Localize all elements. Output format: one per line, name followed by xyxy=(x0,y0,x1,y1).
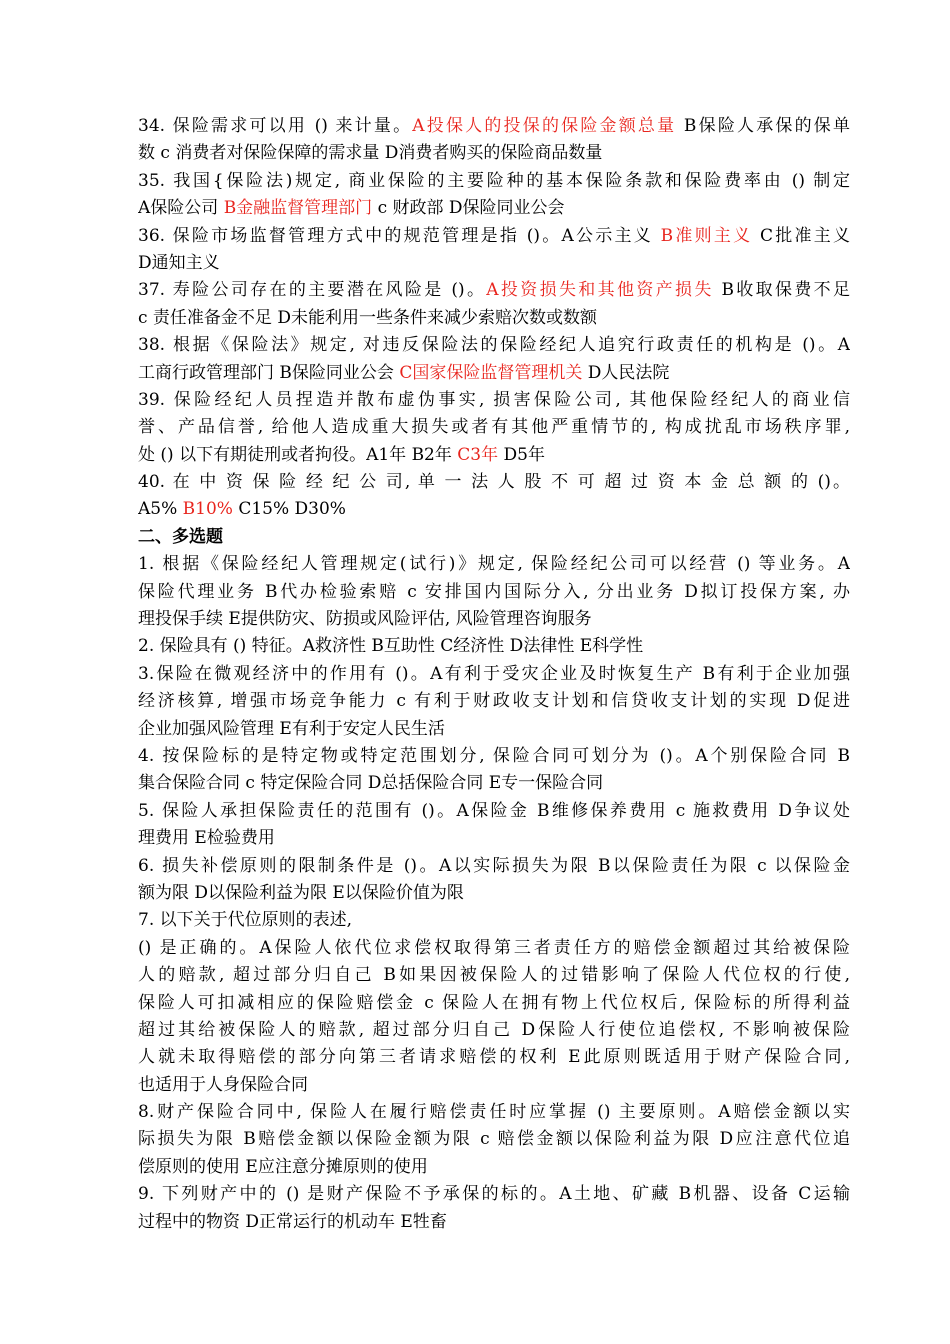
text-line xyxy=(138,880,850,907)
text-line xyxy=(138,1017,850,1044)
text-segment: 6. 损失补偿原则的限制条件是 ()。A以实际损失为限 B以保险责任为限 c 以保险金 xyxy=(138,855,850,876)
answer-highlight: A投资损失和其他资产损失 xyxy=(486,280,714,301)
text-line xyxy=(138,716,850,743)
text-line xyxy=(138,1099,850,1126)
text-segment: D5年 xyxy=(498,444,545,465)
text-line xyxy=(138,360,850,387)
text-segment: 保险代理业务 B代办检验索赔 c 安排国内国际分入, 分出业务 D拟订投保方案, 办 xyxy=(138,581,850,602)
text-segment: 39. 保险经纪人员捏造并散布虚伪事实, 损害保险公司, 其他保险经纪人的商业信 xyxy=(138,389,850,410)
text-segment: A保险公司 xyxy=(138,198,224,219)
text-line xyxy=(138,661,850,688)
answer-highlight: A投保人的投保的保险金额总量 xyxy=(412,116,677,136)
text-segment: 过程中的物资 D正常运行的机动车 E牲畜 xyxy=(138,1211,447,1232)
text-line xyxy=(138,195,850,222)
text-segment: 40. 在 中 资 保 险 经 纪 公 司, 单 一 法 人 股 不 可 超 过 资 本 金 总 额 的 ()。 xyxy=(138,472,850,493)
text-line xyxy=(138,414,850,441)
text-line xyxy=(138,551,850,578)
text-segment: C15% D30% xyxy=(232,499,346,520)
text-line xyxy=(138,1044,850,1071)
text-line xyxy=(138,606,850,633)
text-line xyxy=(138,168,850,195)
text-segment: 集合保险合同 c 特定保险合同 D总括保险合同 E专一保险合同 xyxy=(138,773,604,794)
text-segment: 企业加强风险管理 E有利于安定人民生活 xyxy=(138,718,445,739)
text-segment: 7. 以下关于代位原则的表述, xyxy=(138,910,353,931)
text-segment: 38. 根据《保险法》规定, 对违反保险法的保险经纪人追究行政责任的机构是 ()。A xyxy=(138,335,850,356)
text-line xyxy=(138,442,850,469)
text-line xyxy=(138,770,850,797)
text-segment: 超过其给被保险人的赔款, 超过部分归自己 D保险人行使位追偿权, 不影响被保险 xyxy=(138,1019,850,1040)
text-line xyxy=(138,688,850,715)
text-line xyxy=(138,496,850,523)
text-line xyxy=(138,1181,850,1208)
text-segment: 3.保险在微观经济中的作用有 ()。A有利于受灾企业及时恢复生产 B有利于企业加强 xyxy=(138,663,850,684)
text-line xyxy=(138,962,850,989)
text-line xyxy=(138,1072,850,1099)
text-line xyxy=(138,277,850,304)
text-segment: 处 () 以下有期徒刑或者拘役。A1年 B2年 xyxy=(138,444,458,465)
text-line xyxy=(138,1209,850,1236)
text-line xyxy=(138,140,850,167)
text-segment: D人民法院 xyxy=(582,362,670,383)
section-heading xyxy=(138,524,850,551)
text-segment: A5% xyxy=(138,499,183,520)
text-line xyxy=(138,990,850,1017)
text-segment: 9. 下列财产中的 () 是财产保险不予承保的标的。A土地、矿藏 B机器、设备 C运输 xyxy=(138,1184,850,1205)
text-line xyxy=(138,1154,850,1181)
text-line xyxy=(138,387,850,414)
text-segment: 1. 根据《保险经纪人管理规定(试行)》规定, 保险经纪公司可以经营 () 等业务。A xyxy=(138,554,850,575)
text-line xyxy=(138,113,850,140)
text-line xyxy=(138,798,850,825)
text-segment: c 责任准备金不足 D未能利用一些条件来减少索赔次数或数额 xyxy=(138,307,597,328)
text-segment: 35. 我国{保险法)规定, 商业保险的主要险种的基本保险条款和保险费率由 () 制定 xyxy=(138,170,850,191)
text-segment: 保险人可扣减相应的保险赔偿金 c 保险人在拥有物上代位权后, 保险标的所得利益 xyxy=(138,992,850,1013)
text-segment: 二、多选题 xyxy=(138,526,223,547)
text-line xyxy=(138,853,850,880)
text-segment: 34. 保险需求可以用 () 来计量。 xyxy=(138,116,413,136)
text-segment: 8.财产保险合同中, 保险人在履行赔偿责任时应掌握 () 主要原则。A赔偿金额以实 xyxy=(138,1102,850,1123)
text-segment: 偿原则的使用 E应注意分摊原则的使用 xyxy=(138,1156,428,1177)
answer-highlight: B10% xyxy=(182,499,233,520)
text-line xyxy=(138,332,850,359)
document-page xyxy=(138,113,850,1236)
text-line xyxy=(138,469,850,496)
text-segment: 人的赔款, 超过部分归自己 B如果因被保险人的过错影响了保险人代位权的行使, xyxy=(138,965,850,986)
answer-highlight: B金融监督管理部门 xyxy=(223,198,373,219)
text-segment: 理投保手续 E提供防灾、防损或风险评估, 风险管理咨询服务 xyxy=(138,609,592,630)
text-line xyxy=(138,579,850,606)
text-segment: 数 c 消费者对保险保障的需求量 D消费者购买的保险商品数量 xyxy=(138,143,603,164)
text-segment: 理费用 E检验费用 xyxy=(138,828,275,849)
text-segment: 额为限 D以保险利益为限 E以保险价值为限 xyxy=(138,882,464,903)
text-segment: 37. 寿险公司存在的主要潜在风险是 ()。 xyxy=(138,280,487,301)
text-segment: 5. 保险人承担保险责任的范围有 ()。A保险金 B维修保养费用 c 施救费用 D争议处 xyxy=(138,800,850,821)
text-segment: B收取保费不足 xyxy=(713,280,850,301)
text-line xyxy=(138,743,850,770)
text-segment: 际损失为限 B赔偿金额以保险金额为限 c 赔偿金额以保险利益为限 D应注意代位追 xyxy=(138,1129,850,1150)
text-segment: B保险人承保的保单 xyxy=(676,116,850,136)
text-line xyxy=(138,907,850,934)
text-segment: 誉、产品信誉, 给他人造成重大损失或者有其他严重情节的, 构成扰乱市场秩序罪, xyxy=(138,417,850,438)
answer-highlight: C3年 xyxy=(457,444,499,465)
answer-highlight: C国家保险监督管理机关 xyxy=(399,362,583,383)
text-line xyxy=(138,305,850,332)
text-line xyxy=(138,935,850,962)
answer-highlight: B准则主义 xyxy=(660,225,753,246)
text-segment: 工商行政管理部门 B保险同业公会 xyxy=(138,362,400,383)
text-segment: 4. 按保险标的是特定物或特定范围划分, 保险合同可划分为 ()。A个别保险合同 B xyxy=(138,745,850,766)
text-segment: D通知主义 xyxy=(138,252,220,273)
text-line xyxy=(138,1126,850,1153)
text-segment: C批准主义 xyxy=(752,225,850,246)
text-line xyxy=(138,825,850,852)
text-segment: 也适用于人身保险合同 xyxy=(138,1074,308,1095)
text-segment: 2. 保险具有 () 特征。A救济性 B互助性 C经济性 D法律性 E科学性 xyxy=(138,636,644,657)
text-line xyxy=(138,250,850,277)
text-line xyxy=(138,633,850,660)
text-segment: c 财政部 D保险同业公会 xyxy=(372,198,565,219)
text-segment: 经济核算, 增强市场竞争能力 c 有利于财政收支计划和信贷收支计划的实现 D促进 xyxy=(138,691,850,712)
text-segment: () 是正确的。A保险人依代位求偿权取得第三者责任方的赔偿金额超过其给被保险 xyxy=(138,937,850,958)
text-segment: 36. 保险市场监督管理方式中的规范管理是指 ()。A公示主义 xyxy=(138,225,661,246)
text-line xyxy=(138,223,850,250)
text-segment: 人就未取得赔偿的部分向第三者请求赔偿的权利 E此原则既适用于财产保险合同, xyxy=(138,1047,850,1068)
